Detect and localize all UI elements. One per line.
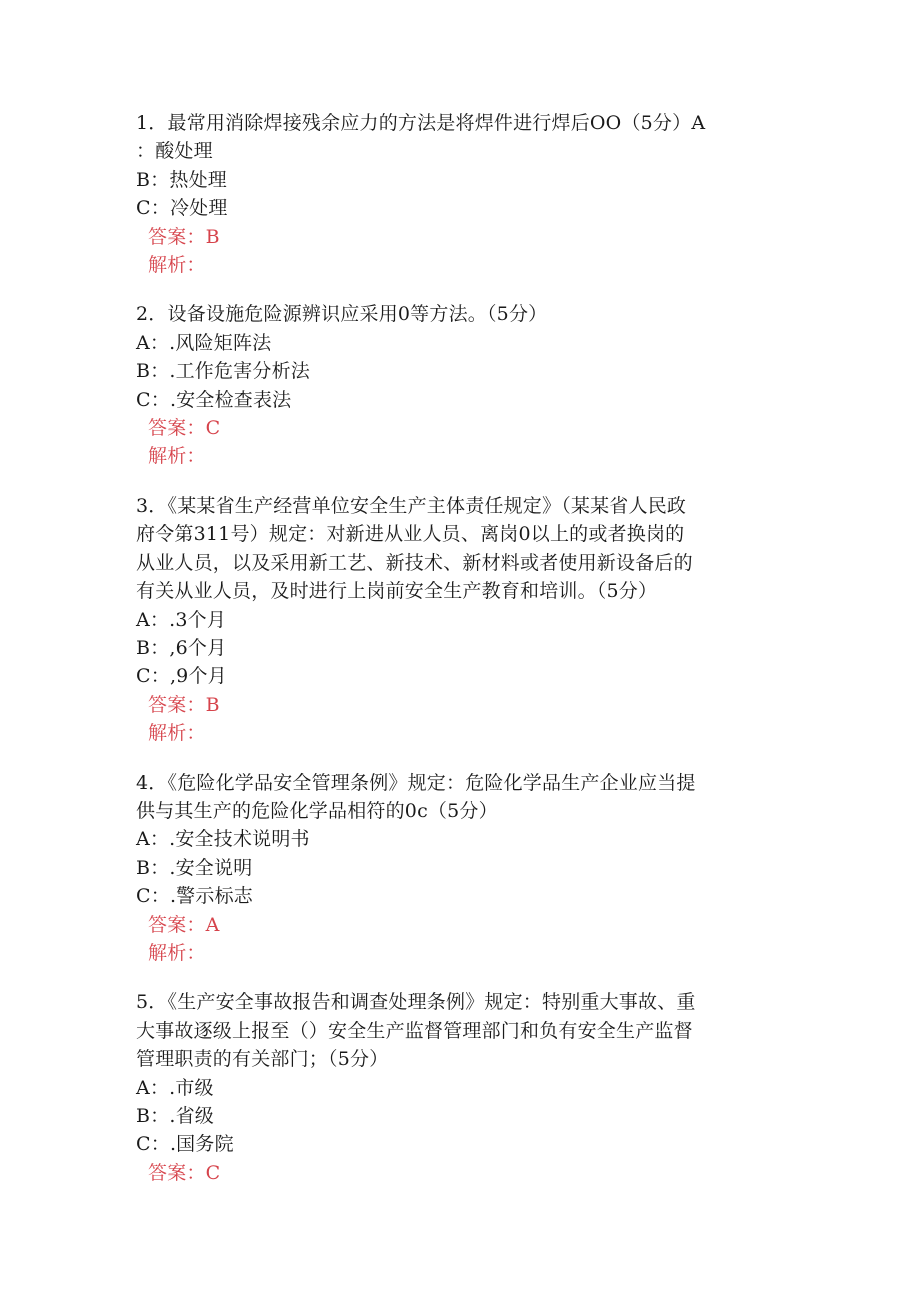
option-a: A：.安全技术说明书 xyxy=(136,828,310,851)
option-a: A：.3个月 xyxy=(136,608,227,631)
answer-line: 答案：C xyxy=(148,1161,221,1184)
question-stem-line: 5．《生产安全事故报告和调查处理条例》规定：特别重大事故、重 xyxy=(136,991,696,1014)
question-1 xyxy=(136,109,796,279)
question-stem-line: 有关从业人员，及时进行上岗前安全生产教育和培训。（5分） xyxy=(136,580,658,603)
option-a: A：.市级 xyxy=(136,1076,214,1099)
option-b: B：.省级 xyxy=(136,1105,215,1127)
explanation-line: 解析： xyxy=(148,941,206,964)
option-c: C：冷处理 xyxy=(136,197,228,220)
option-c: C：.国务院 xyxy=(136,1133,234,1156)
question-stem-line: 4．《危险化学品安全管理条例》规定：危险化学品生产企业应当提 xyxy=(136,771,696,794)
question-stem-line: 从业人员，以及采用新工艺、新技术、新材料或者使用新设备后的 xyxy=(136,551,693,574)
explanation-line: 解析： xyxy=(148,445,206,468)
option-b: B：热处理 xyxy=(136,168,227,191)
option-b: B：,6个月 xyxy=(136,636,227,659)
option-c: C：.警示标志 xyxy=(136,885,253,908)
question-stem-line: 2．设备设施危险源辨识应采用0等方法。（5分） xyxy=(136,303,548,326)
option-a: A：.风险矩阵法 xyxy=(136,331,272,354)
option-b: B：.工作危害分析法 xyxy=(136,360,311,383)
exam-document xyxy=(136,109,796,1208)
question-stem-line: 3．《某某省生产经营单位安全生产主体责任规定》（某某省人民政 xyxy=(136,494,687,517)
question-3 xyxy=(136,492,796,748)
answer-line: 答案：A xyxy=(148,913,220,936)
explanation-line: 解析： xyxy=(148,722,206,745)
answer-line: 答案：B xyxy=(148,693,220,716)
question-4 xyxy=(136,769,796,968)
question-stem-line: 供与其生产的危险化学品相符的0c（5分） xyxy=(136,799,498,822)
option-c: C：.安全检查表法 xyxy=(136,388,292,411)
question-stem-line: 1．最常用消除焊接残余应力的方法是将焊件进行焊后OO（5分）A xyxy=(136,112,706,134)
option-c: C：,9个月 xyxy=(136,665,227,688)
answer-line: 答案：C xyxy=(148,417,221,440)
question-stem-line: ：酸处理 xyxy=(136,140,213,163)
question-stem-line: 府令第311号）规定：对新进从业人员、离岗0以上的或者换岗的 xyxy=(136,523,685,546)
option-b: B：.安全说明 xyxy=(136,856,253,879)
answer-line: 答案：B xyxy=(148,225,220,248)
explanation-line: 解析： xyxy=(148,254,206,277)
question-2 xyxy=(136,300,796,470)
question-stem-line: 管理职责的有关部门；（5分） xyxy=(136,1048,389,1071)
question-5 xyxy=(136,988,796,1187)
question-stem-line: 大事故逐级上报至（）安全生产监督管理部门和负有安全生产监督 xyxy=(136,1019,693,1042)
